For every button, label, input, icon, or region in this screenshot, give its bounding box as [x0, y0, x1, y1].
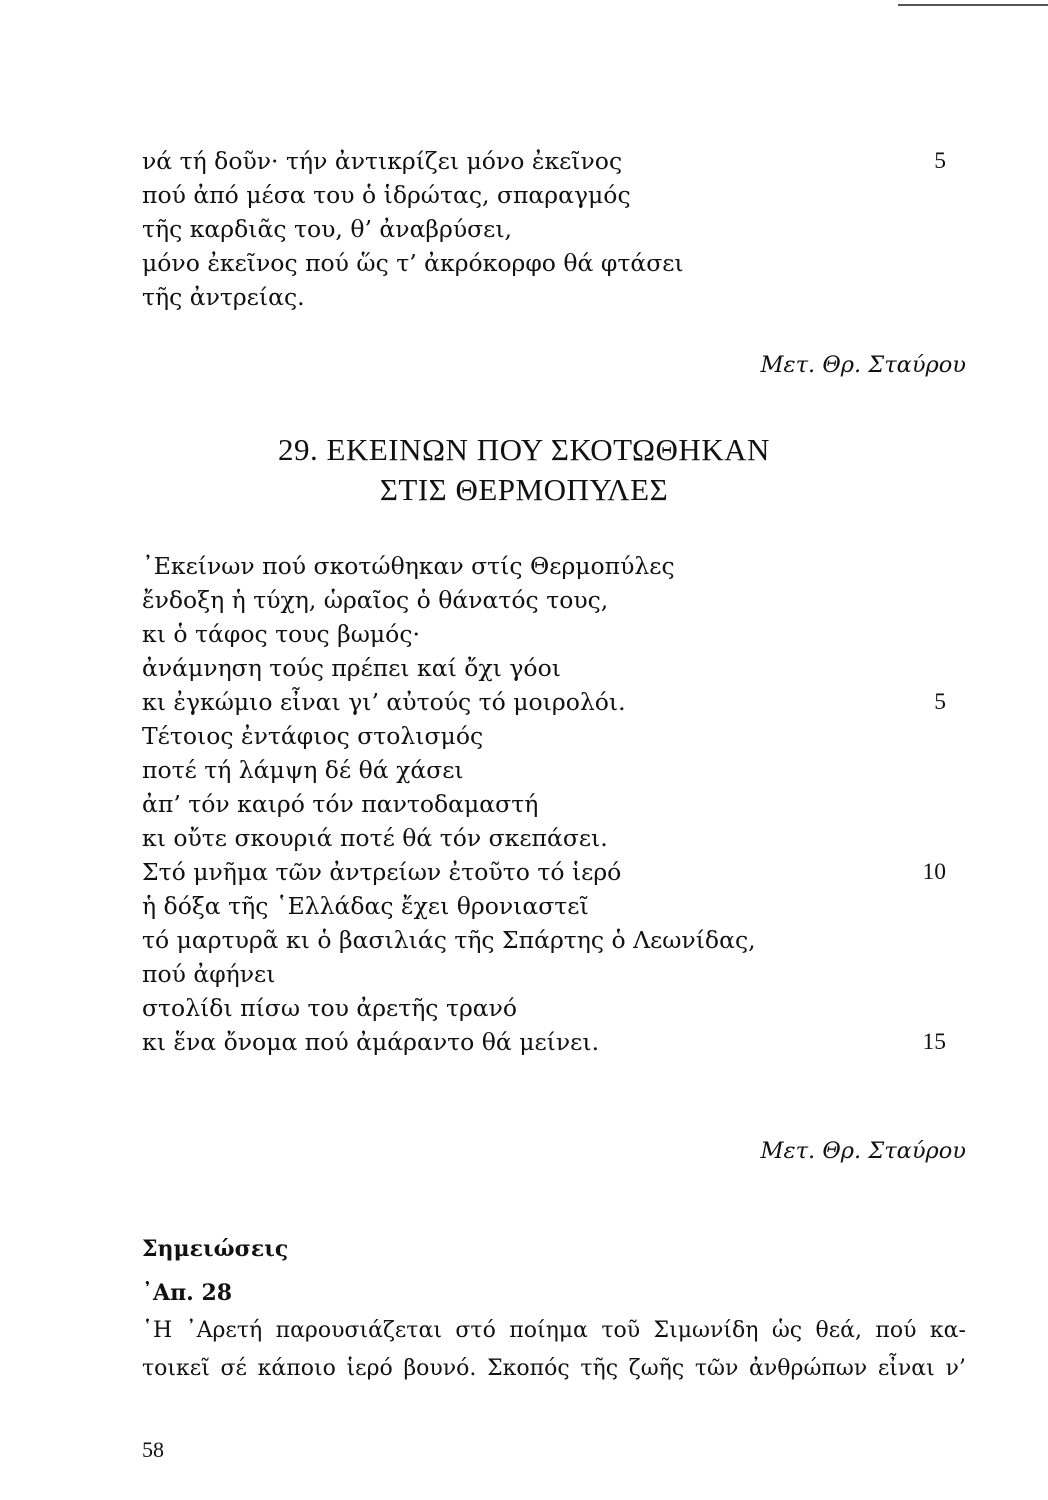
- note-word: ἱερό: [346, 1356, 393, 1381]
- verse-line: [142, 719, 972, 753]
- verse-line: [142, 1025, 972, 1059]
- verse-line: [142, 144, 972, 178]
- note-word: τοικεῖ: [142, 1356, 210, 1381]
- note-word: τοῦ: [601, 1318, 641, 1343]
- verse-line: [142, 651, 972, 685]
- note-word: ν’: [945, 1356, 966, 1381]
- verse-line: [142, 923, 972, 957]
- verse-text: πού ἀφήνει: [142, 960, 276, 988]
- note-word: ποίημα: [509, 1318, 588, 1343]
- top-rule: [898, 4, 1048, 6]
- verse-line: [142, 787, 972, 821]
- verse-line: [142, 821, 972, 855]
- verse-text: πού ἀπό μέσα του ὁ ἱδρώτας, σπαραγμός: [142, 181, 631, 209]
- note-word: θεά,: [815, 1318, 862, 1343]
- line-number: 15: [922, 1029, 946, 1055]
- note-word: εἶναι: [877, 1356, 935, 1381]
- line-number: 5: [934, 148, 946, 174]
- note-line: [142, 1312, 966, 1350]
- verse-line: [142, 957, 972, 991]
- notes-heading: Σημειώσεις: [142, 1236, 289, 1262]
- verse-text: ἡ δόξα τῆς ῾Ελλάδας ἔχει θρονιαστεῖ: [142, 892, 589, 920]
- note-word: τῆς: [580, 1356, 619, 1381]
- note-word: σέ: [220, 1356, 247, 1381]
- verse-text: μόνο ἐκεῖνος πού ὥς τ’ ἀκρόκορφο θά φτάσει: [142, 249, 684, 277]
- page-number: 58: [142, 1437, 164, 1462]
- poem-29-stanza: [142, 549, 972, 1059]
- note-word: στό: [455, 1318, 496, 1343]
- line-number: 10: [922, 859, 946, 885]
- verse-text: κι ἕνα ὄνομα πού ἀμάραντο θά μείνει.: [142, 1028, 600, 1056]
- verse-line: [142, 991, 972, 1025]
- verse-line: [142, 178, 972, 212]
- notes-body: [142, 1312, 966, 1388]
- verse-line: [142, 549, 972, 583]
- verse-line: [142, 889, 972, 923]
- note-line: [142, 1350, 966, 1388]
- verse-line: [142, 685, 972, 719]
- verse-line: [142, 280, 972, 314]
- note-word: κάποιο: [257, 1356, 336, 1381]
- verse-line: [142, 583, 972, 617]
- poem-28-stanza: [142, 144, 972, 314]
- poem-29-title-line-1: 29. ΕΚΕΙΝΩΝ ΠΟΥ ΣΚΟΤΩΘΗΚΑΝ: [278, 432, 770, 467]
- verse-line: [142, 246, 972, 280]
- poem-29-translator: Μετ. Θρ. Σταύρου: [760, 1138, 966, 1164]
- note-word: τῶν: [694, 1356, 739, 1381]
- verse-text: νά τή δοῦν· τήν ἀντικρίζει μόνο ἐκεῖνος: [142, 147, 623, 175]
- verse-text: κι ὁ τάφος τους βωμός·: [142, 620, 420, 648]
- verse-text: ἔνδοξη ἡ τύχη, ὡραῖος ὁ θάνατός τους,: [142, 586, 609, 614]
- note-word: Σιμωνίδη: [653, 1318, 759, 1343]
- note-word: ῾Η: [142, 1318, 173, 1343]
- verse-line: [142, 617, 972, 651]
- verse-line: [142, 212, 972, 246]
- note-word: παρουσιάζεται: [275, 1318, 442, 1343]
- note-word: ζωῆς: [628, 1356, 685, 1381]
- verse-text: κι ἐγκώμιο εἶναι γι’ αὐτούς τό μοιρολόι.: [142, 688, 626, 716]
- poem-29-title-line-2: ΣΤΙΣ ΘΕΡΜΟΠΥΛΕΣ: [379, 472, 669, 507]
- verse-line: [142, 855, 972, 889]
- verse-text: Τέτοιος ἐντάφιος στολισμός: [142, 722, 484, 750]
- line-number: 5: [934, 689, 946, 715]
- verse-text: ἀπ’ τόν καιρό τόν παντοδαμαστή: [142, 790, 539, 818]
- verse-text: Στό μνῆμα τῶν ἀντρείων ἐτοῦτο τό ἱερό: [142, 858, 622, 886]
- verse-text: ποτέ τή λάμψη δέ θά χάσει: [142, 756, 464, 784]
- note-word: ἀνθρώπων: [749, 1356, 868, 1381]
- note-word: πού: [875, 1318, 917, 1343]
- verse-line: [142, 753, 972, 787]
- verse-text: ᾿Εκείνων πού σκοτώθηκαν στίς Θερμοπύλες: [142, 552, 675, 580]
- note-word: κα-: [929, 1318, 966, 1343]
- verse-text: τῆς ἀντρείας.: [142, 283, 305, 311]
- note-word: βουνό.: [403, 1356, 477, 1381]
- verse-text: κι οὔτε σκουριά ποτέ θά τόν σκεπάσει.: [142, 824, 608, 852]
- note-word: ὡς: [771, 1318, 803, 1343]
- verse-text: τῆς καρδιᾶς του, θ’ ἀναβρύσει,: [142, 215, 513, 243]
- verse-text: στολίδι πίσω του ἀρετῆς τρανό: [142, 994, 518, 1022]
- verse-text: τό μαρτυρᾶ κι ὁ βασιλιάς τῆς Σπάρτης ὁ Λεωνίδας,: [142, 926, 756, 954]
- note-word: Σκοπός: [487, 1356, 570, 1381]
- verse-text: ἀνάμνηση τούς πρέπει καί ὄχι γόοι: [142, 654, 561, 682]
- poem-28-translator: Μετ. Θρ. Σταύρου: [760, 352, 966, 378]
- note-word: ᾿Αρετή: [185, 1318, 263, 1343]
- notes-subheading: ᾿Απ. 28: [142, 1280, 233, 1306]
